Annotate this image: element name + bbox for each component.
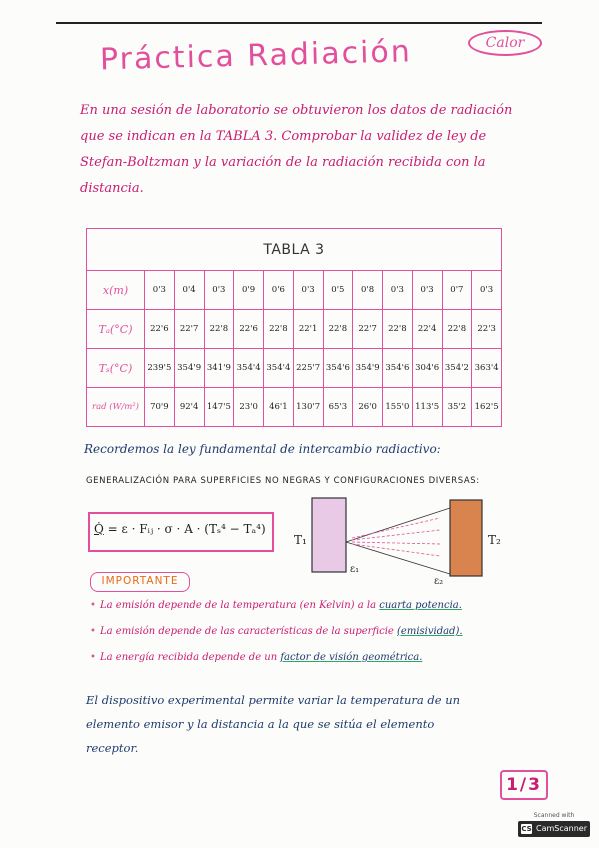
table-cell: 354'4 [234,349,264,388]
intro-line: En una sesión de laboratorio se obtuvieron los datos de radiación [80,103,513,118]
table-title-row [87,229,502,271]
view-line-top [346,508,450,542]
t1-label: T₁ [294,533,307,547]
device-line: receptor. [86,741,139,755]
receiver-plate [450,500,482,576]
e1-label: ε₁ [350,564,360,575]
row-label: rad (W/m²) [87,388,145,427]
table-row [87,310,502,349]
bullet-text: La emisión depende de las características de la superficie [100,626,398,637]
ray-4 [352,544,440,556]
table-cell: 0'8 [353,271,383,310]
ray-1 [352,518,440,538]
table-cell: 354'6 [323,349,353,388]
table-cell: 35'2 [442,388,472,427]
ray-2 [352,530,440,540]
table-cell: 65'3 [323,388,353,427]
table-cell: 0'3 [383,271,413,310]
device-line: elemento emisor y la distancia a la que se sitúa el elemento [86,717,435,731]
formula [94,522,270,536]
scanner-caption: Scanned with [533,812,575,819]
table-cell: 354'2 [442,349,472,388]
topic-tag: Calor [468,30,542,56]
table-cell: 22'4 [412,310,442,349]
table-cell: 26'0 [353,388,383,427]
table-cell: 155'0 [383,388,413,427]
table-row [87,388,502,427]
list-item [90,652,570,678]
table-cell: 354'9 [353,349,383,388]
table-title: TABLA 3 [87,229,502,271]
table-cell: 22'8 [442,310,472,349]
table-cell: 22'8 [204,310,234,349]
table-row [87,349,502,388]
data-table [86,228,502,427]
table-cell: 22'7 [353,310,383,349]
table-cell: 0'3 [204,271,234,310]
radiation-diagram [290,490,510,590]
table-cell: 225'7 [293,349,323,388]
data-table-container [86,228,502,426]
bullet-highlight: factor de visión geométrica. [280,652,423,663]
table-cell: 22'8 [264,310,294,349]
table-cell: 354'6 [383,349,413,388]
scanner-brand [518,821,590,837]
table-cell: 22'6 [145,310,175,349]
important-label: IMPORTANTE [90,572,190,592]
table-cell: 239'5 [145,349,175,388]
table-cell: 22'8 [323,310,353,349]
table-cell: 0'3 [472,271,502,310]
important-list [90,600,570,678]
intro-line: que se indican en la TABLA 3. Comprobar la validez de ley de [80,129,487,144]
generalization-heading: GENERALIZACIÓN PARA SUPERFICIES NO NEGRAS Y CONFIGURACIONES DIVERSAS: [86,476,480,486]
table-cell: 0'4 [174,271,204,310]
table-cell: 0'3 [412,271,442,310]
table-cell: 0'7 [442,271,472,310]
table-cell: 0'3 [145,271,175,310]
formula-lhs: Q̇ [94,522,104,536]
table-cell: 147'5 [204,388,234,427]
table-cell: 22'3 [472,310,502,349]
table-cell: 304'6 [412,349,442,388]
scanner-watermark [518,812,590,842]
table-cell: 354'9 [174,349,204,388]
device-line: El dispositivo experimental permite variar la temperatura de un [86,693,461,707]
list-item [90,600,570,626]
table-cell: 0'3 [293,271,323,310]
table-cell: 130'7 [293,388,323,427]
table-cell: 0'6 [264,271,294,310]
bullet-highlight: cuarta potencia. [379,600,462,611]
device-paragraph [86,688,526,760]
table-cell: 113'5 [412,388,442,427]
e2-label: ε₂ [434,576,444,587]
formula-rhs: = ε · Fᵢⱼ · σ · A · (Tₛ⁴ − Tₐ⁴) [107,522,266,536]
row-label: Tₛ(°C) [87,349,145,388]
ray-3 [352,542,440,544]
table-cell: 22'7 [174,310,204,349]
intro-line: distancia. [80,181,144,196]
table-cell: 162'5 [472,388,502,427]
table-cell: 341'9 [204,349,234,388]
bullet-text: La energía recibida depende de un [100,652,281,663]
table-cell: 354'4 [264,349,294,388]
table-row [87,271,502,310]
camscanner-icon: CS [521,825,532,833]
scanner-brand-label: CamScanner [536,824,588,833]
row-label: Tₐ(°C) [87,310,145,349]
page-title: Práctica Radiación [99,34,413,78]
row-label: x(m) [87,271,145,310]
top-rule [56,22,542,24]
intro-paragraph [80,98,540,202]
table-cell: 0'5 [323,271,353,310]
bullet-highlight: (emisividad). [397,626,463,637]
bullet-text: La emisión depende de la temperatura (en Kelvin) a la [100,600,380,611]
list-item [90,626,570,652]
table-cell: 22'6 [234,310,264,349]
t2-label: T₂ [488,533,501,547]
table-cell: 0'9 [234,271,264,310]
table-cell: 46'1 [264,388,294,427]
table-cell: 92'4 [174,388,204,427]
emitter-plate [312,498,346,572]
table-cell: 23'0 [234,388,264,427]
view-line-bottom [346,542,450,574]
recall-text: Recordemos la ley fundamental de intercambio radiactivo: [84,442,441,456]
table-cell: 70'9 [145,388,175,427]
page-number: 1/3 [500,770,548,800]
table-cell: 363'4 [472,349,502,388]
table-cell: 22'1 [293,310,323,349]
table-cell: 22'8 [383,310,413,349]
intro-line: Stefan-Boltzman y la variación de la radiación recibida con la [80,155,486,170]
